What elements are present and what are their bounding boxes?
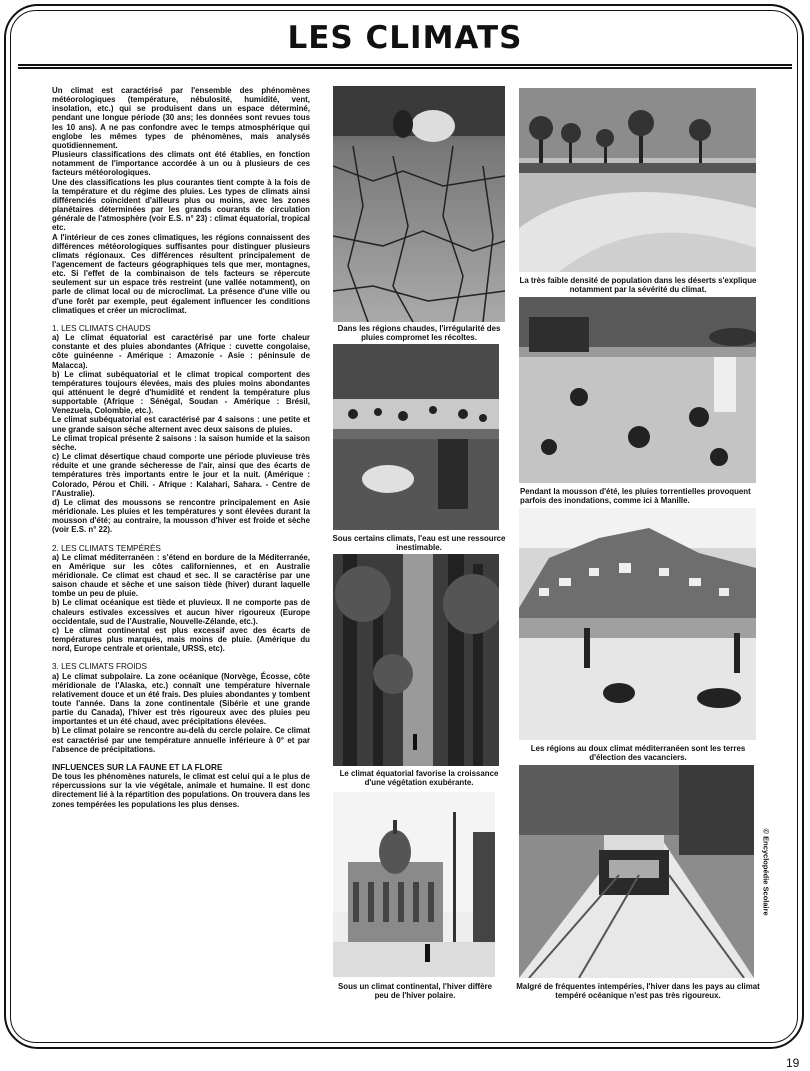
section-heading: 1. LES CLIMATS CHAUDS <box>52 323 151 333</box>
section-paragraph: c) Le climat désertique chaud comporte une période pluvieuse très réduite et une grande sécheresse de l'air, ainsi que des écarts de températures très importants entre le jour et la nuit. (Amérique : Colorado, Pérou et Chili. - Afrique : Kalahari, Sahara. - Centre de l'Australie). <box>52 452 310 498</box>
section-paragraph: Le climat tropical présente 2 saisons : la saison humide et la saison sèche. <box>52 433 310 452</box>
intro-paragraph: Plusieurs classifications des climats ont été établies, en fonction notamment de l'importance accordée à un ou à plusieurs de ces facteurs météorologiques. <box>52 150 310 178</box>
photo-dry-cracked-earth <box>333 86 505 322</box>
section-paragraph: Le climat subéquatorial est caractérisé par 4 saisons : une petite et une grande saison sèche alternent avec deux saisons de pluies. <box>52 415 310 434</box>
section-paragraph: b) Le climat subéquatorial et le climat tropical comportent des températures toujours élevées, mais des pluies moins abondantes qui atténuent le degré d'humidité et rendent la température plus supportable (Afrique : Sénégal, Soudan - Amérique : Brésil, Venezuela, Colombie, etc.). <box>52 369 310 416</box>
section-heading: 2. LES CLIMATS TEMPÉRÉS <box>52 543 161 553</box>
photo-water-source <box>333 344 499 530</box>
section-paragraph: d) Le climat des moussons se rencontre principalement en Asie méridionale. Les pluies et les températures y sont élevées durant la mousson d'été; au contraire, la mousson d'hiver est froide et sèche (voir E.S. n° 22). <box>52 497 310 535</box>
intro-paragraph: Une des classifications les plus courantes tient compte à la fois de la température et du régime des pluies. Les types de climats ainsi différenciés coïncident d'ailleurs plus ou moins, avec les zones planétaires déterminées par les grands courants de circulation générale de l'atmosphère (voir E.S. n° 23) : climat équatorial, tropical etc. <box>52 177 310 233</box>
caption-water: Sous certains climats, l'eau est une ressource inestimable. <box>332 534 506 553</box>
photo-mediterranean-beach <box>519 508 756 740</box>
photo-desert-dunes <box>519 88 756 272</box>
title-rule-top <box>18 64 792 66</box>
caption-desert: La très faible densité de population dans les déserts s'explique notamment par la sévérité du climat. <box>519 276 757 295</box>
photo-winter-church <box>333 792 495 977</box>
section-paragraph: a) Le climat subpolaire. La zone océanique (Norvège, Écosse, côte méridionale de l'Alaska, etc.) connaît une température hivernale relativement douce et un été frais. Des pluies abondantes y tombent toute l'année. Dans la zone continentale (Sibérie et une grande partie du Canada), l'hiver est très rigoureux avec des pluies peu importantes et un été chaud, avec précipitations élevées. <box>52 671 310 727</box>
page-title: LES CLIMATS <box>287 20 523 56</box>
photo-snowy-street <box>519 765 754 978</box>
caption-winter-church: Sous un climat continental, l'hiver diffère peu de l'hiver polaire. <box>337 982 493 1001</box>
page-number: 19 <box>786 1056 800 1070</box>
copyright-notice <box>756 828 776 945</box>
article-text <box>52 86 310 809</box>
caption-beach: Les régions au doux climat méditerranéen sont les terres d'élection des vacanciers. <box>530 744 746 763</box>
caption-dry-land: Dans les régions chaudes, l'irrégularité des pluies compromet les récoltes. <box>337 324 501 343</box>
photo-manila-flood <box>519 297 756 483</box>
intro-paragraph: Un climat est caractérisé par l'ensemble des phénomènes météorologiques (température, nébulosité, humidité, vent, insolation, etc.) qui se produisent dans un espace déterminé, pendant une longue période (30 ans; les données sont revues tous les 10 ans). A ne pas confondre avec le temps atmosphérique qui englobe les mêmes types de phénomènes, mais analysés quotidiennement. <box>52 86 310 150</box>
copyright-text: © Encyclopédie Scolaire <box>761 828 771 916</box>
section-paragraph: b) Le climat océanique est tiède et pluvieux. Il ne comporte pas de chaleurs estivales excessives et aucun hiver rigoureux (Europe occidentale, sud de l'Australie, Nouvelle-Zélande, etc.). <box>52 598 310 626</box>
section-paragraph: b) Le climat polaire se rencontre au-delà du cercle polaire. Ce climat est caractérisé par une température annuelle inférieure à 0° et par l'absence de précipitations. <box>52 726 310 754</box>
section-paragraph: De tous les phénomènes naturels, le climat est celui qui a le plus de répercussions sur la vie végétale, animale et humaine. Il est donc directement lié à la répartition des populations. On trouvera dans les zones tempérées les populations les plus denses. <box>52 772 310 809</box>
section-paragraph: c) Le climat continental est plus excessif avec des écarts de températures plus marqués, mais moins de pluie. (Amérique du nord, Europe centrale et orientale, URSS, etc). <box>52 625 310 654</box>
photo-equatorial-forest <box>333 554 499 766</box>
intro-paragraph: A l'intérieur de ces zones climatiques, les régions connaissent des différences météorologiques suffisantes pour distinguer plusieurs climats régionaux. Ces différences résultent principalement de l'agencement de facteurs géographiques tels que mer, montagnes, etc. Si l'effet de la combinaison de tels facteurs se répercute seulement sur un espace très restreint (une vallée notamment), on parle de climat local ou de microclimat. La présence d'une ville ou d'une forêt par exemple, peut également influencer les conditions climatiques et créer un microclimat. <box>52 232 310 315</box>
section-heading: 3. LES CLIMATS FROIDS <box>52 662 147 672</box>
caption-flood: Pendant la mousson d'été, les pluies torrentielles provoquent parfois des inondations, comme ici à Manille. <box>520 487 751 506</box>
section-heading: INFLUENCES SUR LA FAUNE ET LA FLORE <box>52 762 223 772</box>
caption-snowy-street: Malgré de fréquentes intempéries, l'hiver dans les pays au climat tempéré océanique n'est pas très rigoureux. <box>516 982 760 1001</box>
title-rule-bottom <box>18 67 792 69</box>
section-paragraph: a) Le climat méditerranéen : s'étend en bordure de la Méditerranée, en Amérique sur les côtes californiennes, et en Australie méridionale. Ce climat est chaud et sec. Il se caractérise par une saison chaude et sèche et une saison tiède (hiver) durant laquelle tombe un peu de pluie. <box>52 552 310 599</box>
section-paragraph: a) Le climat équatorial est caractérisé par une forte chaleur constante et des pluies abondantes (Afrique : cuvette congolaise, côte guinéenne - Amérique : Amazonie - Asie : péninsule de Malacca). <box>52 333 310 370</box>
caption-forest: Le climat équatorial favorise la croissance d'une végétation exubérante. <box>339 769 499 788</box>
